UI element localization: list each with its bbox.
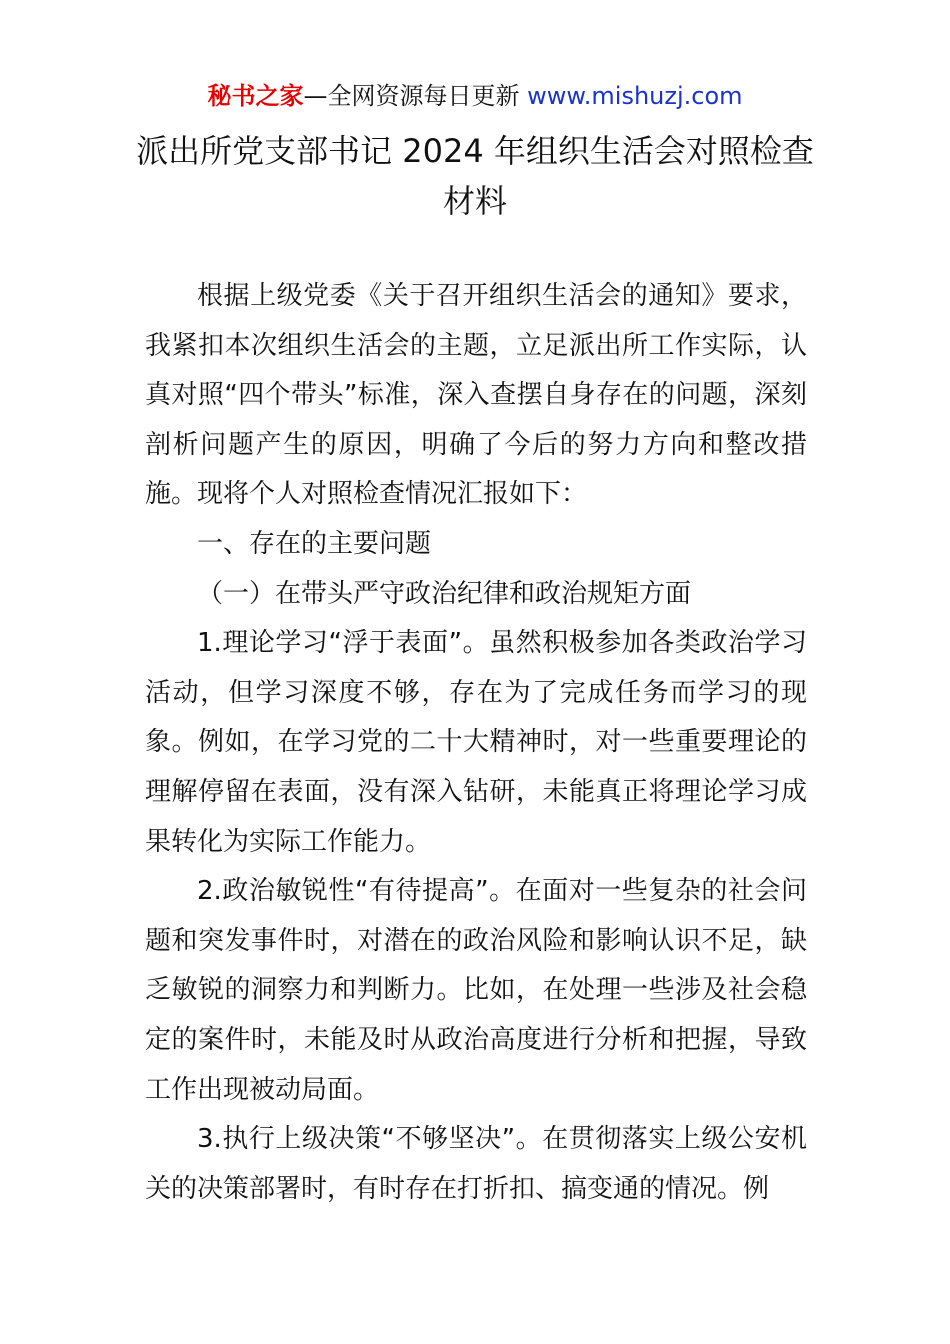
site-url-link[interactable]: www.mishuzj.com (527, 82, 743, 110)
subsection-heading: （一）在带头严守政治纪律和政治规矩方面 (197, 578, 692, 609)
site-header (0, 80, 950, 112)
title-line-2: 材料 (442, 182, 507, 220)
issue-paragraph-2: 2.政治敏锐性“有待提高”。在面对一些复杂的社会问题和突发事件时，对潜在的政治风险和影响认识不足，缺乏敏锐的洞察力和判断力。比如，在处理一些涉及社会稳定的案件时，未能及时从政治高度进行分析和把握，导致工作出现被动局面。 (145, 876, 807, 1105)
brand-name: 秘书之家 (207, 82, 304, 110)
section-heading: 一、存在的主要问题 (197, 528, 432, 559)
issue-paragraph-1: 1.理论学习“浮于表面”。虽然积极参加各类政治学习活动，但学习深度不够，存在为了完成任务而学习的现象。例如，在学习党的二十大精神时，对一些重要理论的理解停留在表面，没有深入钻研，未能真正将理论学习成果转化为实际工作能力。 (145, 628, 807, 857)
issue-paragraph-3: 3.执行上级决策“不够坚决”。在贯彻落实上级公安机关的决策部署时，有时存在打折扣、搞变通的情况。例 (145, 1124, 807, 1204)
document-body (145, 272, 807, 1214)
title-line-1: 派出所党支部书记 2024 年组织生活会对照检查 (136, 132, 814, 170)
header-tagline: —全网资源每日更新 (303, 82, 528, 110)
document-title (120, 126, 830, 226)
intro-paragraph: 根据上级党委《关于召开组织生活会的通知》要求，我紧扣本次组织生活会的主题，立足派出所工作实际，认真对照“四个带头”标准，深入查摆自身存在的问题，深刻剖析问题产生的原因，明确了今后的努力方向和整改措施。现将个人对照检查情况汇报如下： (145, 281, 807, 510)
